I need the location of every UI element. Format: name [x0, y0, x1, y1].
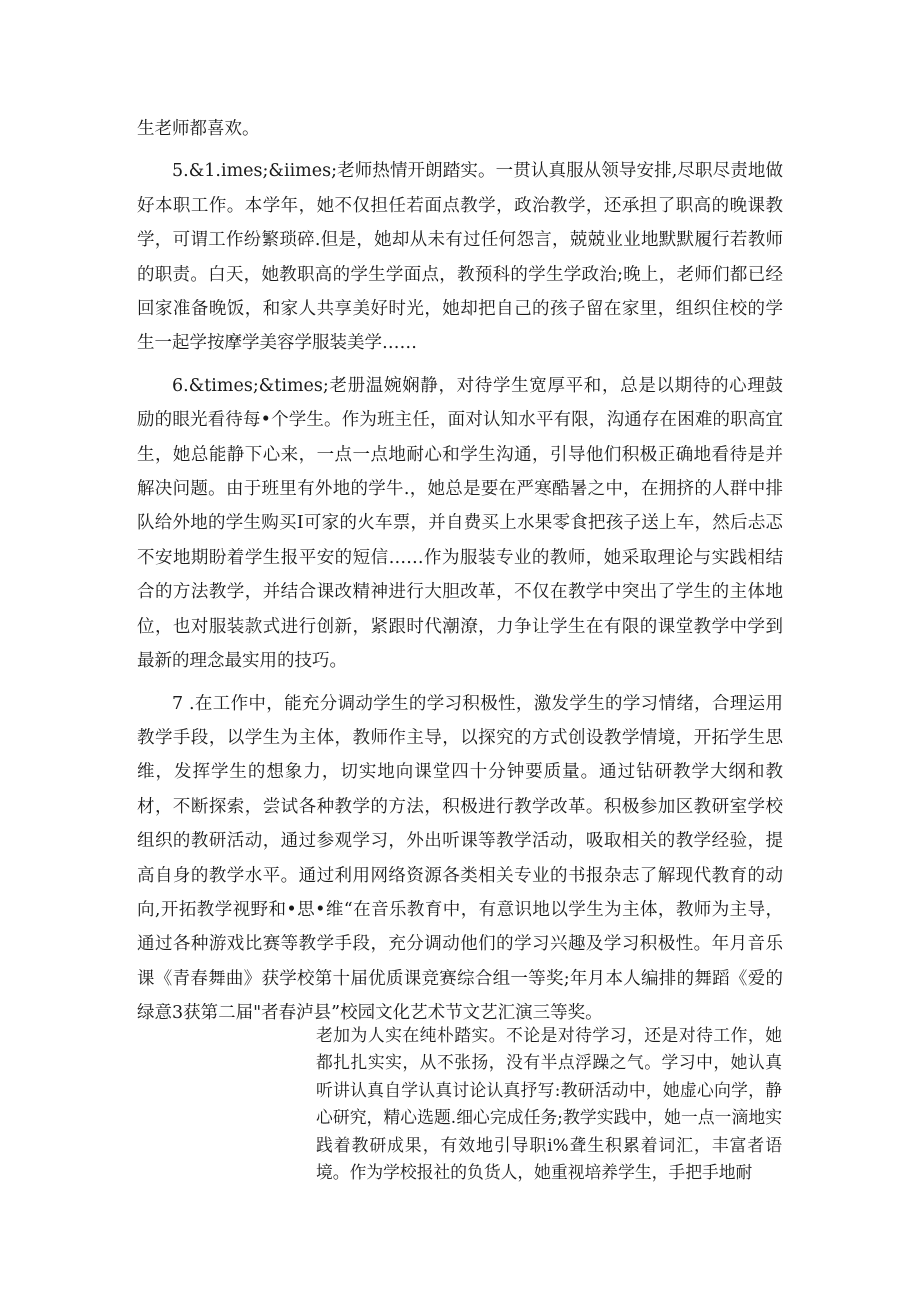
side-paragraph: 老加为人实在纯朴踏实。不论是对待学习，还是对待工作，她都扎扎实实，从不张扬，没有半点浮躁之气。学习中，她认真听讲认真自学认真讨论认真抒写:教研活动中，她虚心向学，静心研究，精心选题.细心完成任务;教学实践中，她一点一滴地实践着教研成果，有效地引导职i%聋生积累着词汇，丰富者语境。作为学校报社的负货人，她重视培养学生，手把手地耐: [316, 1025, 782, 1183]
paragraph-item-7: 7 .在工作中，能充分调动学生的学习积极性，激发学生的学习情绪，合理运用教学手段，以学生为主体，教师作主导，以探究的方式创设教学情境，开拓学生思维，发挥学生的想象力，切实地向课堂四十分钟要质量。通过钻研教学大纲和教材，不断探索，尝试各种教学的方法，积极进行教学改革。积极参加区教研室学校组织的教研活动，通过参观学习，外出听课等教学活动，吸取相关的教学经验，提高自身的教学水平。通过利用网络资源各类相关专业的书报杂志了解现代教育的动向,开拓教学视野和•思•维“在音乐教育中，有意识地以学生为主体，教师为主导，通过各种游戏比赛等教学手段，充分调动他们的学习兴趣及学习积极性。年月音乐课《青春舞曲》获学校第十届优质课竞赛综合组一等奖;年月本人编排的舞蹈《爱的绿意3获第二届"者春泸县”校园文化艺术节文艺汇演三等奖。: [137, 693, 783, 1024]
paragraph-item-6: 6.&times;&times;老册温婉娴静，对待学生宽厚平和，总是以期待的心理鼓励的眼光看待每•个学生。作为班主任，面对认知水平有限，沟通存在困难的职高宜生，她总能静下心来，一点一点地耐心和学生沟通，引导他们积极正确地看待是并解决问题。由于班里有外地的学牛.，她总是要在严寒酷暑之中，在拥挤的人群中排队给外地的学生购买I可家的火车票，并自费买上水果零食把孩子送上车，然后忐忑不安地期盼着学生报平安的短信……作为服装专业的教师，她采取理论与实践相结合的方法教学，并结合课改精神进行大胆改革，不仅在教学中突出了学生的主体地位，也对服装款式进行创新，紧跟时代潮潦，力争让学生在有限的课堂教学中学到最新的理念最实用的技巧。: [137, 375, 783, 672]
paragraph-item-5: 5.&1.imes;&iimes;老师热情开朗踏实。一贯认真服从领导安排,尽职尽责地做好本职工作。本学年，她不仅担任若面点教学，政治教学，还承担了职高的晚课教学，可谓工作纷繁琐碎.但是，她却从未有过任何怨言，兢兢业业地默默履行若教师的职责。白天，她教职高的学生学面点，教预科的学生学政治;晚上，老师们都已经回家准备晚饭，和家人共享美好时光，她却把自己的孩子留在家里，组织住校的学生一起学按摩学美容学服装美学……: [137, 161, 783, 354]
paragraph-continuation: 生老师都喜欢。: [137, 119, 260, 139]
document-body: [137, 112, 783, 1039]
